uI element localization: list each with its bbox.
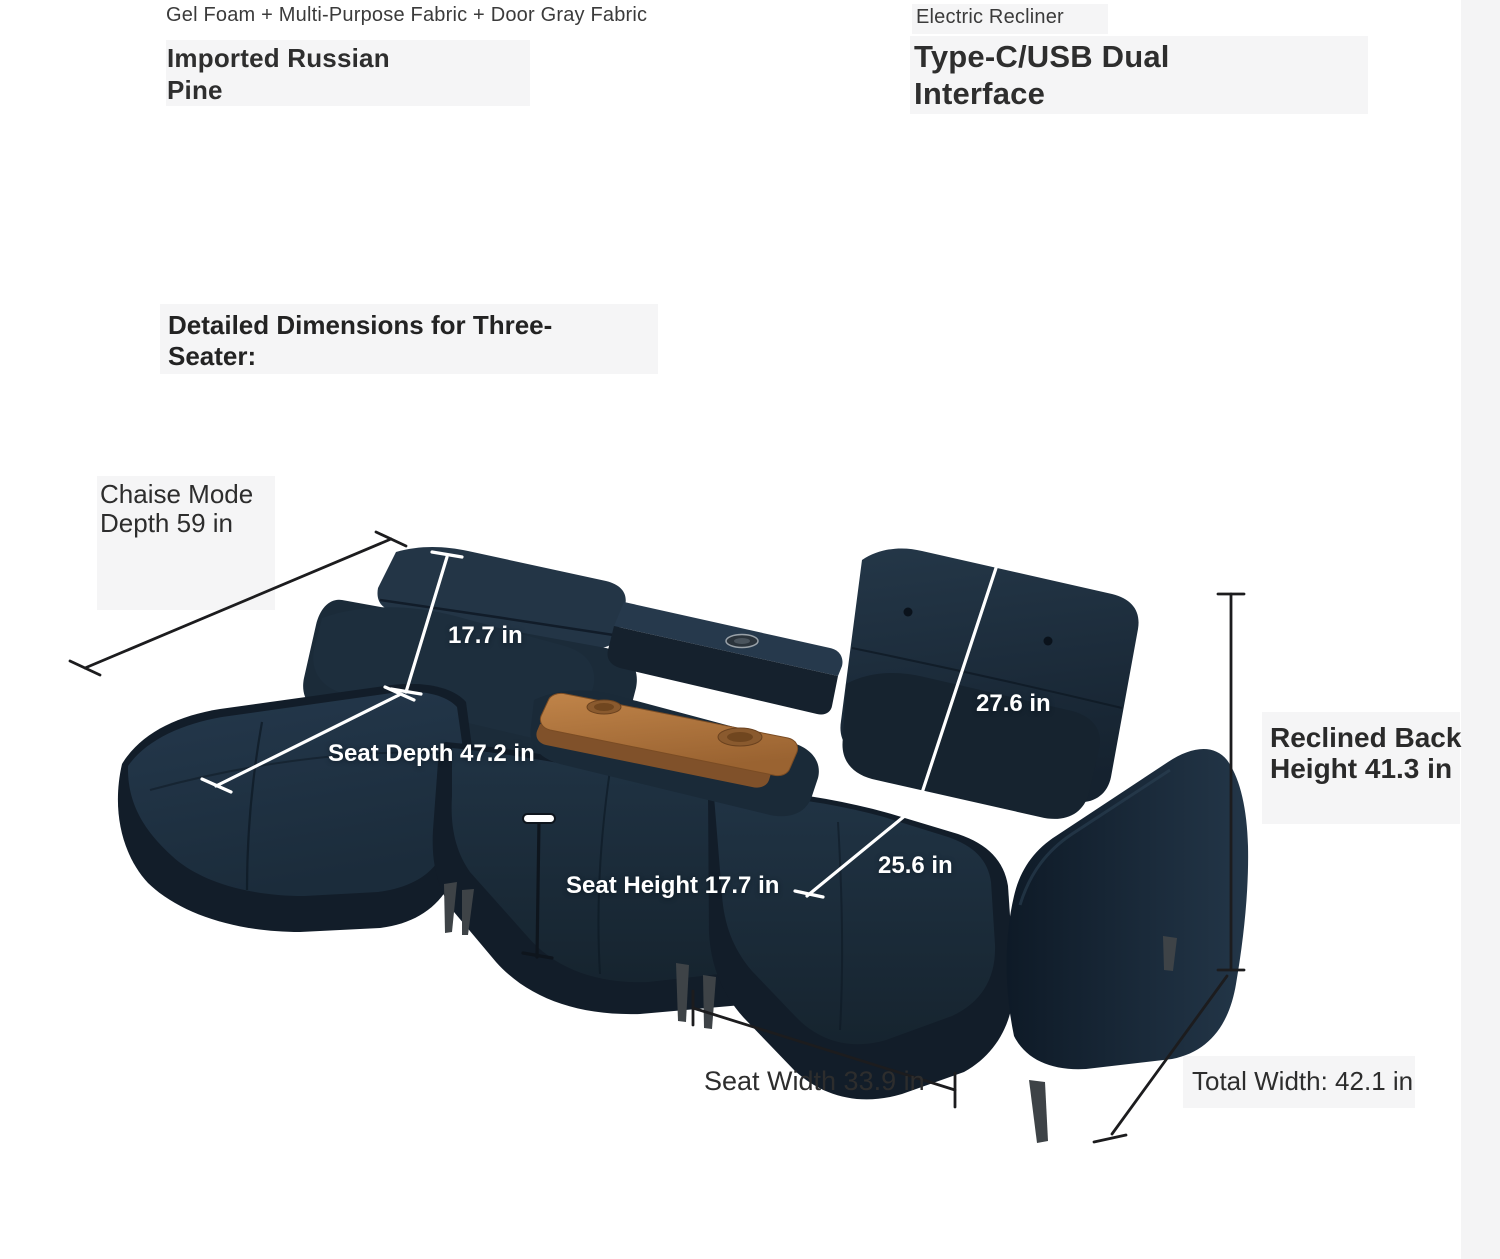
dim-label-total-width: Total Width: 42.1 in [1192,1066,1414,1096]
feature-interface-title: Type-C/USB Dual Interface [914,39,1170,111]
dim-label-seat-depth: Seat Depth 47.2 in [328,740,535,767]
sofa [118,547,1248,1143]
feature-recliner-text: Electric Recliner [916,6,1064,28]
dim-label-seat-height: Seat Height 17.7 in [566,872,780,899]
section-heading: Detailed Dimensions for Three-Seater: [168,310,553,371]
dim-label-headrest-height: 17.7 in [448,622,523,649]
dim-label-chaise-mode-depth: Chaise Mode Depth 59 in [100,479,254,538]
dim-label-reclined-back-height: Reclined Back Height 41.3 in [1270,722,1462,784]
dim-label-back-height: 27.6 in [976,690,1051,717]
feature-fabric-text: Gel Foam + Multi-Purpose Fabric + Door Gray Fabric [166,4,648,26]
feature-frame-title: Imported Russian Pine [167,43,390,105]
dim-label-back-cushion-width: 25.6 in [878,852,953,879]
dim-label-seat-width: Seat Width 33.9 in [704,1066,925,1096]
